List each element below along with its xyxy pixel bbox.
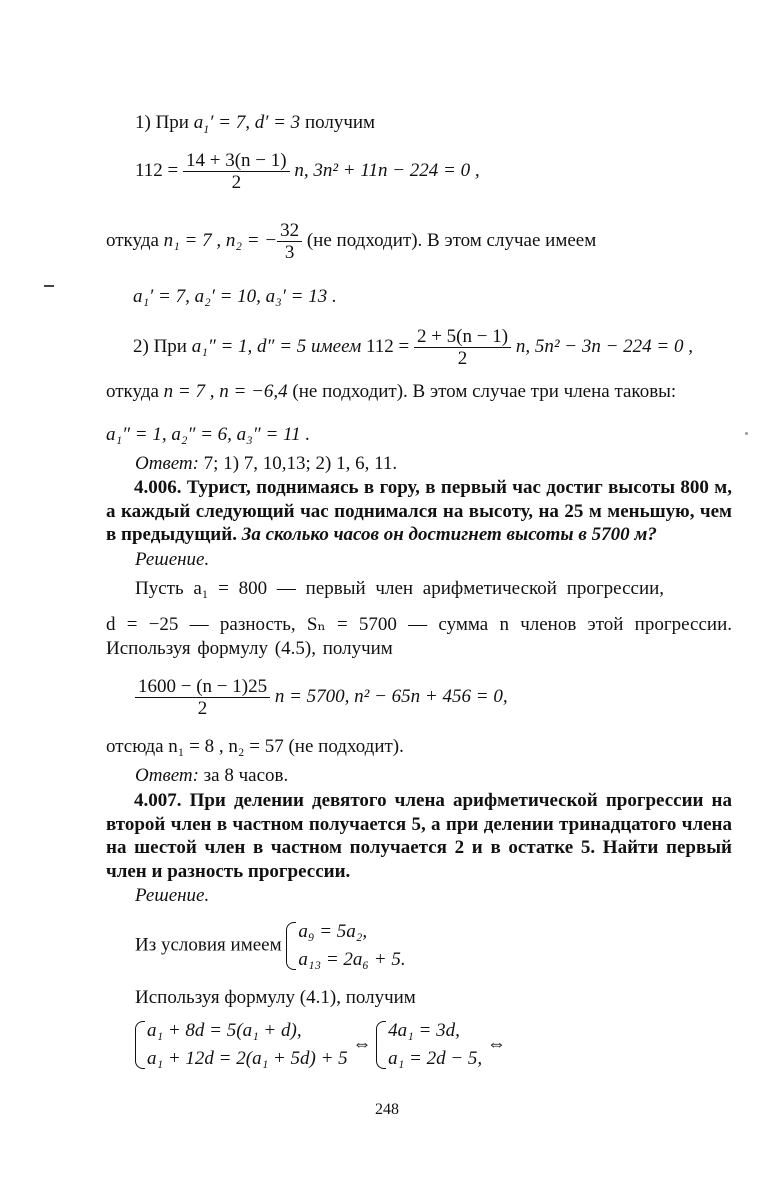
solution-sentence-1: Пусть a₁ = 800 — первый член арифметической прогрессии, — [135, 578, 665, 599]
problem-4006-statement — [106, 476, 732, 547]
case1-label: 1) При — [135, 112, 189, 133]
problem-number: 4.007. — [134, 790, 182, 811]
eq1-lhs: 112 = — [135, 159, 179, 181]
formula-line: Используя формулу (4.1), получим — [135, 987, 416, 1008]
case2-condition: a₁″ = 1, d″ = 5 — [191, 335, 307, 357]
eq1-fraction: $\frac{14 + 3(n - 1)}{2}$ — [183, 150, 290, 193]
roots2-comment: (не подходит). В этом случае три члена таковы: — [292, 381, 677, 402]
solution-label: Решение. — [135, 549, 210, 570]
problem-text: Турист, поднимаясь в гору, в первый час достиг высоты 800 м, а каждый следующий час поднимался на высоту, на 25 м меньшую, чем в предыдущий. — [106, 477, 732, 545]
problem-question: За сколько часов он достигнет высоты в 5700 м? — [241, 524, 657, 545]
roots-line-2 — [106, 381, 676, 403]
problem-4007-statement — [106, 789, 732, 883]
roots1-values: n₁ = 7 , n₂ = − — [163, 229, 278, 251]
equation-3 — [135, 676, 508, 719]
equivalence-sign-2: ⇔ — [486, 1033, 506, 1055]
roots-line-3: отсюда n₁ = 8 , n₂ = 57 (не подходит). — [106, 736, 404, 757]
case1-line — [135, 112, 375, 134]
system-3: 4a₁ = 3d, a₁ = 2d − 5, — [376, 1017, 482, 1073]
system-derivation — [135, 1017, 506, 1073]
system-2: a₁ + 8d = 5(a₁ + d), a₁ + 12d = 2(a₁ + 5d) + 5 — [135, 1017, 348, 1073]
problem-number: 4.006. — [134, 477, 182, 498]
answer-2 — [135, 765, 288, 787]
answer-text: за 8 часов. — [203, 765, 289, 786]
roots1-fraction: $\frac{32}{3}$ — [277, 220, 302, 263]
eq2-fraction: $\frac{2 + 5(n - 1)}{2}$ — [414, 326, 511, 369]
equivalence-sign: ⇔ — [352, 1033, 372, 1055]
scan-speck — [745, 432, 748, 435]
case2-verb: имеем — [311, 335, 362, 357]
terms-case2: a₁″ = 1, a₂″ = 6, a₃″ = 11 . — [106, 424, 311, 445]
roots2-values: n = 7 , n = −6,4 — [163, 381, 288, 402]
condition-text: Из условия имеем — [135, 934, 282, 956]
case1-verb: получим — [304, 112, 376, 133]
condition-system — [135, 918, 406, 974]
terms-case1: a₁′ = 7, a₂′ = 10, a₃′ = 13 . — [133, 286, 337, 307]
problem-text: При делении девятого члена арифметической прогрессии на второй член в частном получается 5, а при делении тринадцатого члена на шестой член в частном получается 2 и в остатке 5. Найти первый член и разность прогрессии. — [106, 790, 732, 882]
answer-label: Ответ: — [135, 453, 199, 474]
eq3-rest: n = 5700, n² − 65n + 456 = 0, — [274, 685, 508, 707]
margin-mark — [44, 285, 54, 287]
equation-1 — [135, 150, 480, 193]
case2-label: 2) При — [133, 335, 187, 357]
roots2-text: откуда — [106, 381, 159, 402]
solution-sentence-2: d = −25 — разность, Sₙ = 5700 — сумма n членов этой прогрессии. Используя формулу (4.5), получим — [106, 614, 732, 659]
system-1: a₉ = 5a₂, a₁₃ = 2a₆ + 5. — [286, 918, 405, 974]
eq3-fraction: $\frac{1600 - (n - 1)25}{2}$ — [135, 676, 270, 719]
roots-line-1 — [106, 220, 596, 263]
answer-text: 7; 1) 7, 10,13; 2) 1, 6, 11. — [203, 453, 398, 474]
answer-label: Ответ: — [135, 765, 199, 786]
roots1-text: откуда — [106, 229, 159, 251]
case2-line — [133, 326, 693, 369]
eq2-rest: n, 5n² − 3n − 224 = 0 , — [515, 335, 693, 357]
answer-1 — [135, 453, 397, 475]
case1-condition: $a_1' = 7$, d′ = 3 — [193, 112, 301, 136]
eq1-rest: n, 3n² + 11n − 224 = 0 , — [294, 159, 480, 181]
solution-label-2: Решение. — [135, 885, 210, 906]
eq2-lhs: 112 = — [365, 335, 410, 357]
page-number: 248 — [375, 1101, 399, 1118]
roots1-comment: (не подходит). В этом случае имеем — [306, 229, 597, 251]
